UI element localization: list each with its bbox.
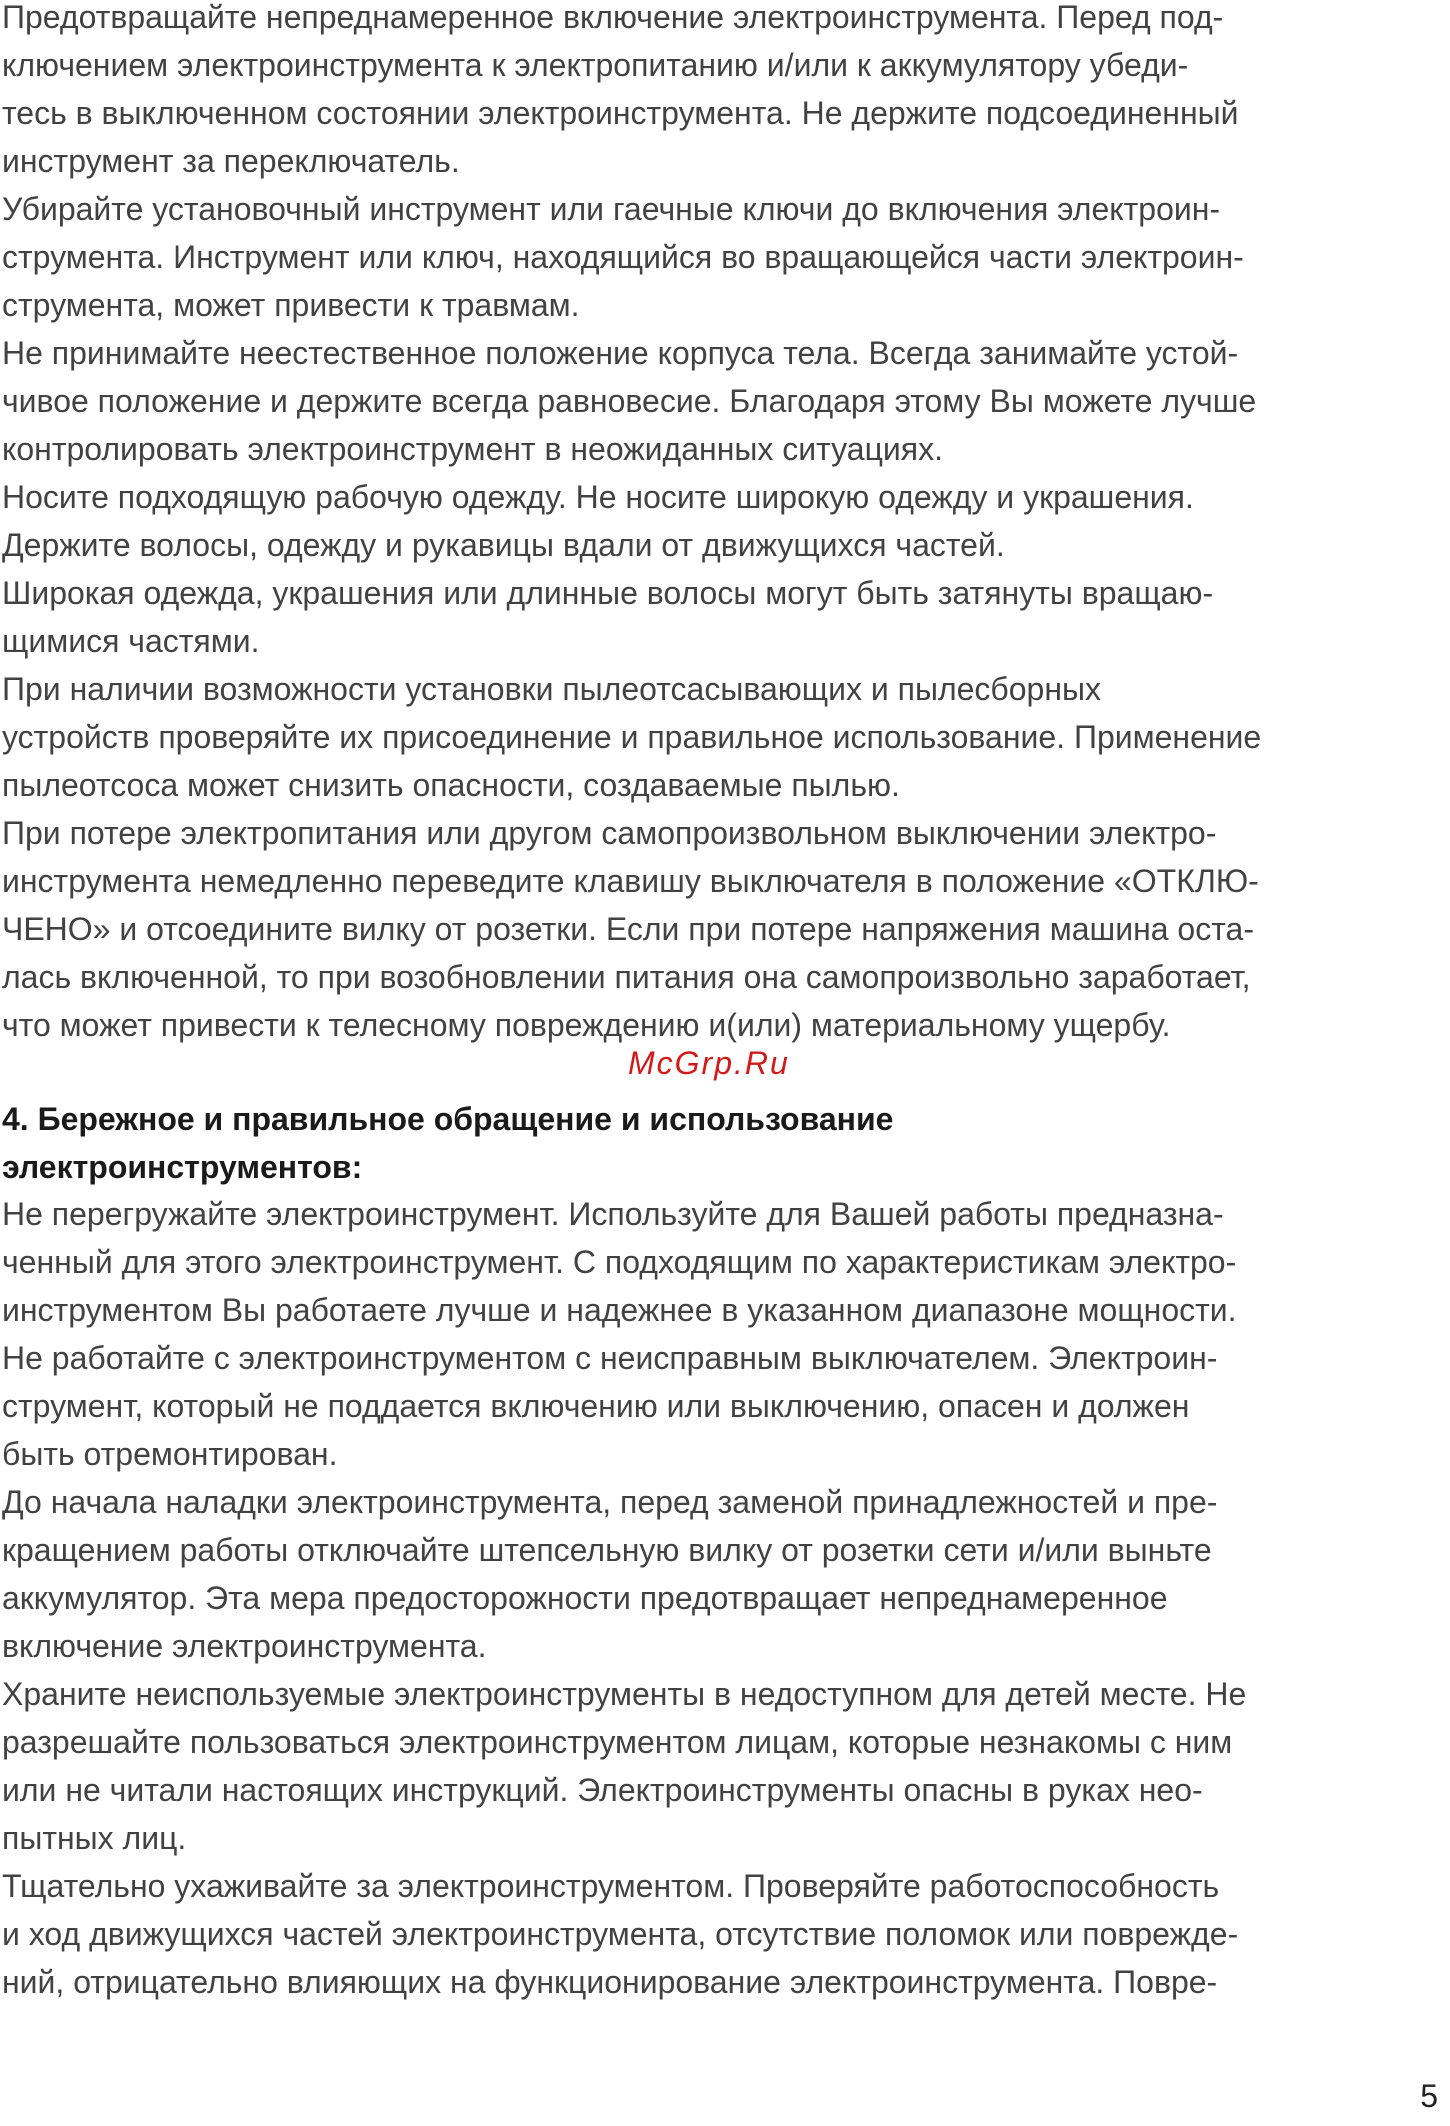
text-line: щимися частями. bbox=[2, 623, 260, 659]
text-line: тесь в выключенном состоянии электроинструмента. Не держите подсоединенный bbox=[2, 95, 1239, 131]
watermark-text: McGrp.Ru bbox=[628, 1045, 790, 1081]
text-line: Широкая одежда, украшения или длинные волосы могут быть затянуты вращаю- bbox=[2, 575, 1214, 611]
text-line: ченный для этого электроинструмент. С подходящим по характеристикам электро- bbox=[2, 1244, 1237, 1280]
text-line: Носите подходящую рабочую одежду. Не носите широкую одежду и украшения. bbox=[2, 479, 1194, 515]
text-line: Не перегружайте электроинструмент. Используйте для Вашей работы предназна- bbox=[2, 1196, 1224, 1232]
text-line: Храните неиспользуемые электроинструменты в недоступном для детей месте. Не bbox=[2, 1676, 1247, 1712]
text-line: пытных лиц. bbox=[2, 1820, 187, 1856]
text-line: разрешайте пользоваться электроинструментом лицам, которые незнакомы с ним bbox=[2, 1724, 1233, 1760]
text-line: При наличии возможности установки пылеотсасывающих и пылесборных bbox=[2, 671, 1102, 707]
text-line: пылеотсоса может снизить опасности, создаваемые пылью. bbox=[2, 767, 900, 803]
text-line: струмента, может привести к травмам. bbox=[2, 287, 580, 323]
text-line: инструмент за переключатель. bbox=[2, 143, 460, 179]
text-line: До начала наладки электроинструмента, перед заменой принадлежностей и пре- bbox=[2, 1484, 1218, 1520]
text-line: При потере электропитания или другом самопроизвольном выключении электро- bbox=[2, 815, 1217, 851]
text-line: струмента. Инструмент или ключ, находящийся во вращающейся части электроин- bbox=[2, 239, 1244, 275]
text-line: Предотвращайте непреднамеренное включение электроинструмента. Перед под- bbox=[2, 0, 1224, 35]
text-line: Не принимайте неестественное положение корпуса тела. Всегда занимайте устой- bbox=[2, 335, 1239, 371]
text-line: Держите волосы, одежду и рукавицы вдали от движущихся частей. bbox=[2, 527, 1005, 563]
text-line: Убирайте установочный инструмент или гаечные ключи до включения электроин- bbox=[2, 191, 1221, 227]
text-line: ний, отрицательно влияющих на функционирование электроинструмента. Повре- bbox=[2, 1964, 1218, 2000]
text-line: струмент, который не поддается включению или выключению, опасен и должен bbox=[2, 1388, 1190, 1424]
text-line: или не читали настоящих инструкций. Электроинструменты опасны в руках нео- bbox=[2, 1772, 1203, 1808]
text-line: лась включенной, то при возобновлении питания она самопроизвольно заработает, bbox=[2, 959, 1251, 995]
text-line: что может привести к телесному повреждению и(или) материальному ущербу. bbox=[2, 1007, 1171, 1043]
text-line: Тщательно ухаживайте за электроинструментом. Проверяйте работоспособность bbox=[2, 1868, 1220, 1904]
section-heading: электроинструментов: bbox=[2, 1149, 363, 1185]
text-line: быть отремонтирован. bbox=[2, 1436, 338, 1472]
text-line: кращением работы отключайте штепсельную вилку от розетки сети и/или выньте bbox=[2, 1532, 1212, 1568]
section-heading: 4. Бережное и правильное обращение и использование bbox=[2, 1101, 894, 1137]
text-line: включение электроинструмента. bbox=[2, 1628, 487, 1664]
text-line: контролировать электроинструмент в неожиданных ситуациях. bbox=[2, 431, 943, 467]
text-line: и ход движущихся частей электроинструмента, отсутствие поломок или поврежде- bbox=[2, 1916, 1239, 1952]
text-line: ЧЕНО» и отсоедините вилку от розетки. Если при потере напряжения машина оста- bbox=[2, 911, 1254, 947]
text-line: аккумулятор. Эта мера предосторожности предотвращает непреднамеренное bbox=[2, 1580, 1168, 1616]
text-line: устройств проверяйте их присоединение и правильное использование. Применение bbox=[2, 719, 1262, 755]
text-line: чивое положение и держите всегда равновесие. Благодаря этому Вы можете лучше bbox=[2, 383, 1257, 419]
text-line: Не работайте с электроинструментом с неисправным выключателем. Электроин- bbox=[2, 1340, 1218, 1376]
text-line: инструмента немедленно переведите клавишу выключателя в положение «ОТКЛЮ- bbox=[2, 863, 1259, 899]
page-number: 5 bbox=[1420, 2078, 1438, 2114]
text-line: ключением электроинструмента к электропитанию и/или к аккумулятору убеди- bbox=[2, 47, 1189, 83]
text-line: инструментом Вы работаете лучше и надежнее в указанном диапазоне мощности. bbox=[2, 1292, 1237, 1328]
